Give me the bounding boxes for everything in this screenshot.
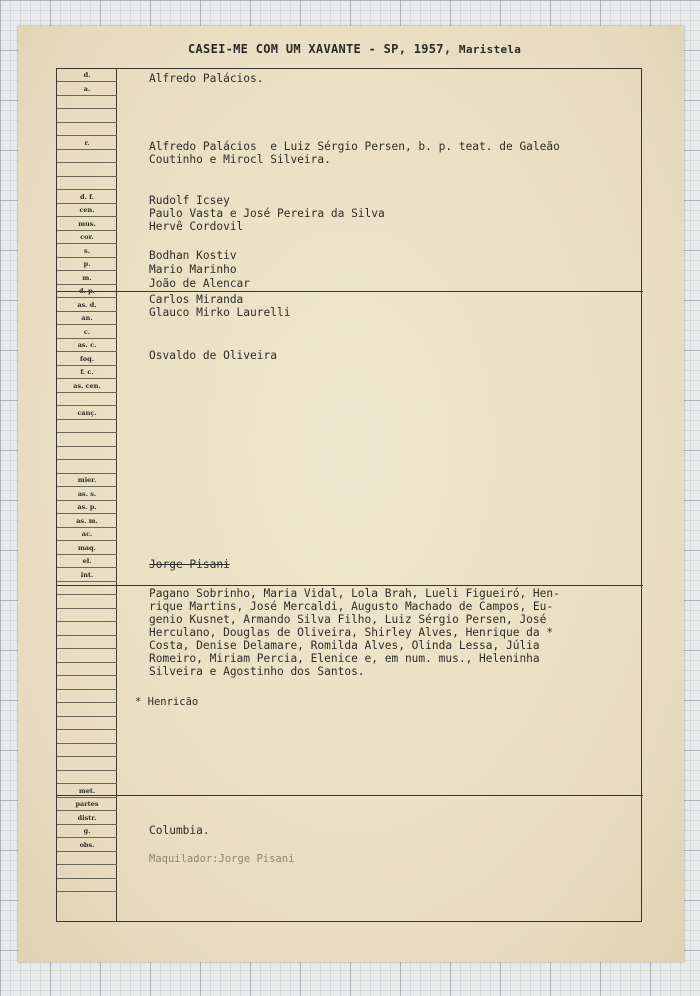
field-label: el.	[57, 555, 117, 568]
field-label: cor.	[57, 231, 117, 244]
blank-label-row	[57, 663, 117, 676]
field-label: foq.	[57, 353, 117, 366]
blank-label-row	[57, 150, 117, 163]
cast-line: Pagano Sobrinho, Maria Vidal, Lola Brah, Lueli Figueiró, Hen-	[149, 587, 560, 600]
cast-list	[149, 587, 644, 678]
field-label: mus.	[57, 218, 117, 231]
field-label: distr.	[57, 812, 117, 825]
studio-name: Maristela	[458, 43, 522, 56]
field-label: s.	[57, 245, 117, 258]
field-label: met.	[57, 785, 117, 798]
blank-label-row	[57, 164, 117, 177]
form-frame	[56, 68, 642, 922]
blank-label-row	[57, 852, 117, 865]
cast-line: rique Martins, José Mercaldi, Augusto Machado de Campos, Eu-	[149, 600, 554, 613]
blank-label-row	[57, 623, 117, 636]
blank-label-row	[57, 177, 117, 190]
cast-line: genio Kusnet, Armando Silva Filho, Luiz Sérgio Persen, José	[149, 613, 547, 626]
blank-label-row	[57, 420, 117, 433]
field-label: d. p.	[57, 285, 117, 298]
blank-label-row	[57, 731, 117, 744]
blank-label-row	[57, 758, 117, 771]
cast-line: Herculano, Douglas de Oliveira, Shirley Alves, Henrique da *	[149, 626, 554, 639]
field-label: as. p.	[57, 501, 117, 514]
blank-label-row	[57, 650, 117, 663]
makeup-entry: Jorge Pisani	[149, 558, 230, 571]
field-label: m.	[57, 272, 117, 285]
distributor-entry: Columbia.	[149, 824, 210, 837]
blank-label-row	[57, 677, 117, 690]
field-label: partes	[57, 798, 117, 811]
field-label: f. c.	[57, 366, 117, 379]
section-divider	[57, 795, 643, 796]
field-label: c.	[57, 326, 117, 339]
field-label: int.	[57, 569, 117, 582]
blank-label-row	[57, 110, 117, 123]
field-label: as. d.	[57, 299, 117, 312]
field-label: canç.	[57, 407, 117, 420]
screenplay-entry	[149, 140, 644, 166]
screenplay-line: Coutinho e Mirocl Silveira.	[149, 153, 331, 166]
blank-label-row	[57, 434, 117, 447]
cast-line: Costa, Denise Delamare, Romilda Alves, Olinda Lessa, Júlia	[149, 639, 540, 652]
production-director-entry: Carlos Miranda	[149, 293, 244, 306]
blank-label-row	[57, 596, 117, 609]
blank-label-row	[57, 582, 117, 595]
field-label: as. s.	[57, 488, 117, 501]
cast-line: Romeiro, Miriam Percia, Elenice e, em num. mus., Heleninha	[149, 652, 540, 665]
cast-footnote: * Henricão	[135, 695, 199, 708]
blank-label-row	[57, 636, 117, 649]
blank-label-row	[57, 879, 117, 892]
blank-label-row	[57, 393, 117, 406]
music-entry: Hervê Cordovil	[149, 220, 244, 233]
label-column	[57, 69, 117, 921]
director-entry: Alfredo Palácios.	[149, 72, 264, 85]
blank-label-row	[57, 447, 117, 460]
blank-label-row	[57, 771, 117, 784]
camera-assistant-entry: Osvaldo de Oliveira	[149, 349, 277, 362]
assistant-director-entry: Glauco Mirko Laurelli	[149, 306, 291, 319]
blank-label-row	[57, 744, 117, 757]
field-label: cen.	[57, 204, 117, 217]
catalog-card	[18, 26, 684, 962]
producer-entry: Mario Marinho	[149, 263, 237, 276]
field-label: ac.	[57, 528, 117, 541]
blank-label-row	[57, 704, 117, 717]
film-title: CASEI-ME COM UM XAVANTE - SP, 1957,	[188, 42, 452, 56]
field-label: r.	[57, 137, 117, 150]
cast-line: Silveira e Agostinho dos Santos.	[149, 665, 365, 678]
field-label: p.	[57, 258, 117, 271]
editing-entry: João de Alencar	[149, 277, 251, 290]
blank-label-row	[57, 96, 117, 109]
observation-entry: Maquilador:Jorge Pisani	[149, 853, 295, 865]
blank-label-row	[57, 690, 117, 703]
blank-label-row	[57, 461, 117, 474]
field-label: an.	[57, 312, 117, 325]
field-label: a.	[57, 83, 117, 96]
blank-label-row	[57, 717, 117, 730]
field-label: as. m.	[57, 515, 117, 528]
field-label: g.	[57, 825, 117, 838]
screenplay-line: Alfredo Palácios e Luiz Sérgio Persen, b. p. teat. de Galeão	[149, 140, 560, 153]
blank-label-row	[57, 609, 117, 622]
field-label: mier.	[57, 474, 117, 487]
section-divider	[57, 291, 643, 292]
section-divider	[57, 585, 643, 586]
set-design-entry: Paulo Vasta e José Pereira da Silva	[149, 207, 385, 220]
field-label: d. f.	[57, 191, 117, 204]
card-header	[188, 42, 521, 56]
field-label: as. c.	[57, 339, 117, 352]
blank-label-row	[57, 123, 117, 136]
sound-entry: Bodhan Kostiv	[149, 249, 237, 262]
field-label: as. cen.	[57, 380, 117, 393]
field-label: maq.	[57, 542, 117, 555]
blank-label-row	[57, 866, 117, 879]
photography-entry: Rudolf Icsey	[149, 194, 230, 207]
field-label: d.	[57, 69, 117, 82]
field-label: obs.	[57, 839, 117, 852]
